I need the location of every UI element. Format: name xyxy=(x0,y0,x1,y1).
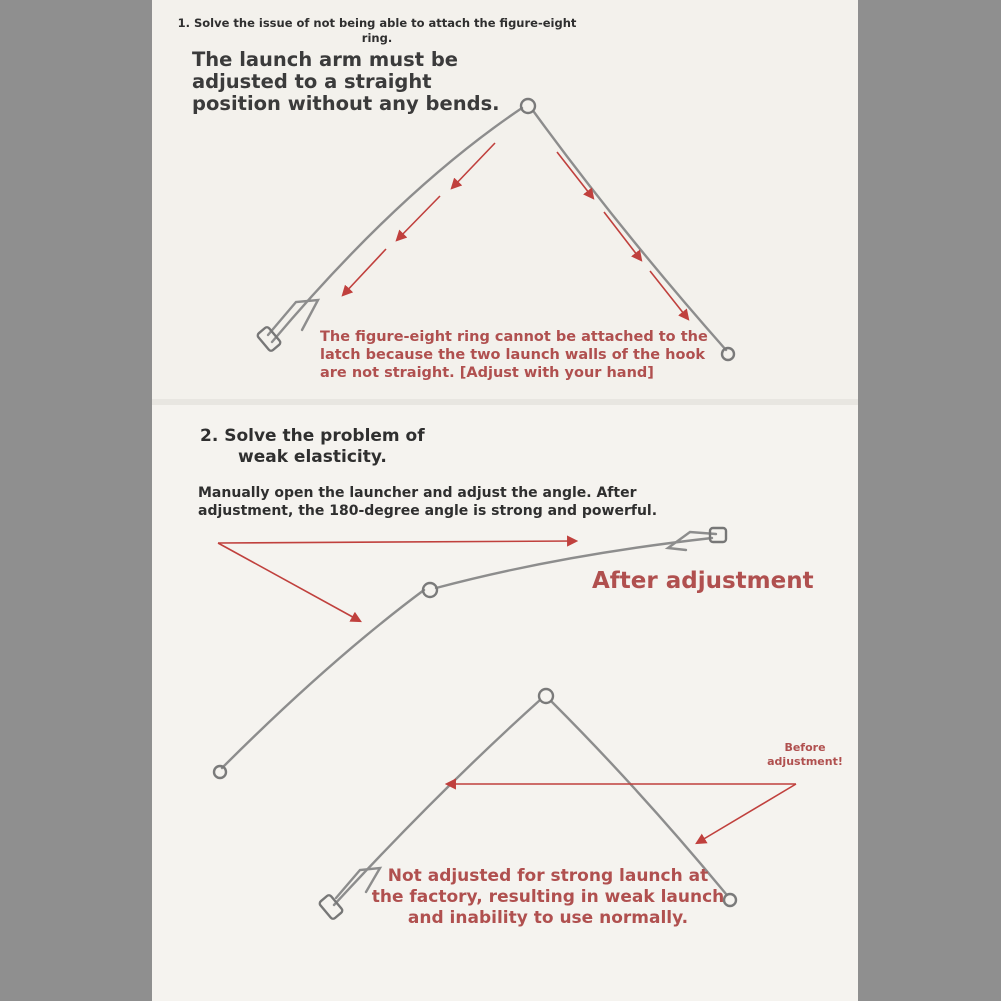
step2-title xyxy=(200,426,460,468)
after-adjustment-label: After adjustment xyxy=(592,568,814,594)
step2-title-line2: weak elasticity. xyxy=(238,447,387,467)
step1-title: 1. Solve the issue of not being able to attach the figure-eight ring. xyxy=(177,16,577,45)
top-arrows xyxy=(343,143,688,319)
launch-arm-note: The launch arm must be adjusted to a straight position without any bends. xyxy=(192,48,500,115)
before-adjustment-label: Before adjustment! xyxy=(767,741,843,768)
manual-adjust-note: Manually open the launcher and adjust the angle. After adjustment, the 180-degree angle is strong and powerful. xyxy=(198,485,658,519)
step2-title-line1: 2. Solve the problem of xyxy=(200,426,425,446)
adjusted-launcher-wire xyxy=(214,528,726,778)
hook-note: The figure-eight ring cannot be attached to the latch because the two launch walls of the hook are not straight. [Adjust with your hand] xyxy=(320,329,708,381)
weak-launch-note: Not adjusted for strong launch at the factory, resulting in weak launch and inability to use normally. xyxy=(371,866,725,928)
top-launcher-wire xyxy=(257,99,734,360)
